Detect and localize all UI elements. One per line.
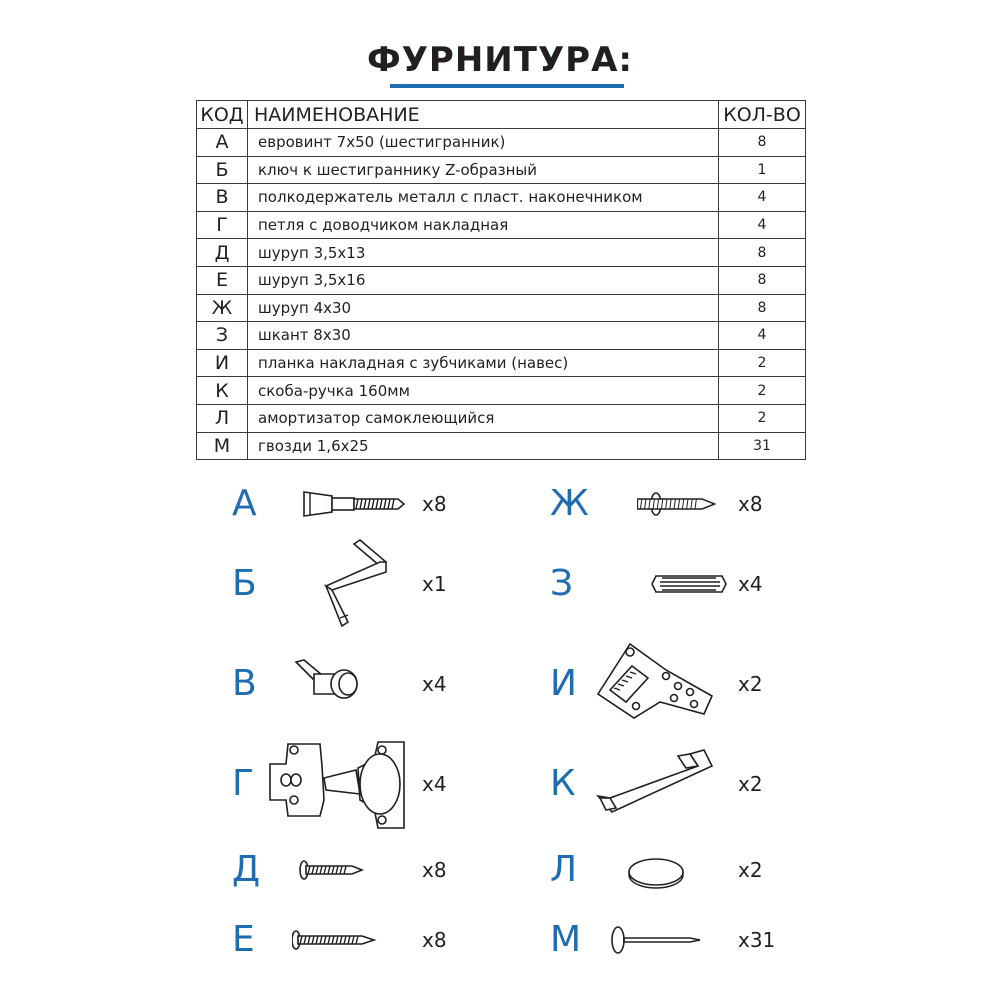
row-qty: 1 [719,156,806,184]
row-name: полкодержатель металл с пласт. наконечником [248,184,719,212]
part-count: x31 [738,928,776,952]
part-count: x2 [738,858,763,882]
table-row [197,349,806,377]
header-name: НАИМЕНОВАНИЕ [248,101,719,129]
row-name: шуруп 3,5х13 [248,239,719,267]
row-code: Б [197,156,248,184]
hanging-plate-icon [594,640,724,724]
hardware-table [196,100,806,460]
part-count: x8 [422,928,447,952]
row-qty: 31 [719,432,806,460]
part-letter: И [550,663,577,704]
part-count: x8 [422,492,447,516]
row-name: шкант 8х30 [248,322,719,350]
row-qty: 2 [719,404,806,432]
eurobolt-icon [292,474,442,534]
row-name: шуруп 4х30 [248,294,719,322]
row-qty: 2 [719,349,806,377]
header-qty: КОЛ-ВО [719,101,806,129]
row-name: шуруп 3,5х16 [248,266,719,294]
row-qty: 8 [719,266,806,294]
part-count: x2 [738,672,763,696]
table-row [197,404,806,432]
row-name: скоба-ручка 160мм [248,377,719,405]
row-qty: 8 [719,129,806,157]
screw-medium-icon [292,910,442,970]
part-letter: К [550,763,576,804]
screw-long-icon [610,474,740,534]
handle-icon [594,746,724,816]
row-code: Е [197,266,248,294]
bumper-icon [610,840,740,900]
part-count: x2 [738,772,763,796]
table-row [197,184,806,212]
row-qty: 8 [719,294,806,322]
part-count: x4 [422,672,447,696]
row-code: М [197,432,248,460]
shelf-support-icon [292,654,442,714]
table-row [197,377,806,405]
part-count: x4 [422,772,447,796]
part-letter: А [232,483,257,524]
row-code: Д [197,239,248,267]
table-row [197,156,806,184]
page-title: ФУРНИТУРА: [367,40,633,80]
part-letter: Д [232,849,261,890]
part-letter: В [232,663,257,704]
table-header-row [197,101,806,129]
part-count: x8 [738,492,763,516]
table-row [197,322,806,350]
hinge-icon [268,740,418,830]
row-code: А [197,129,248,157]
row-code: К [197,377,248,405]
table-row [197,294,806,322]
row-qty: 4 [719,322,806,350]
table-row [197,432,806,460]
row-code: В [197,184,248,212]
part-letter: Г [232,763,254,804]
part-count: x4 [738,572,763,596]
table-row [197,266,806,294]
row-name: евровинт 7х50 (шестигранник) [248,129,719,157]
row-code: З [197,322,248,350]
hex-key-icon [292,532,442,632]
part-letter: Л [550,849,578,890]
row-name: амортизатор самоклеющийся [248,404,719,432]
dowel-icon [610,554,740,614]
part-letter: Б [232,563,257,604]
row-name: гвозди 1,6х25 [248,432,719,460]
row-code: Г [197,211,248,239]
part-letter: Е [232,919,255,960]
row-name: ключ к шестиграннику Z-образный [248,156,719,184]
part-count: x1 [422,572,447,596]
row-code: Л [197,404,248,432]
part-letter: Ж [550,483,589,524]
table-row [197,211,806,239]
row-qty: 8 [719,239,806,267]
part-letter: М [550,919,582,960]
header-code: КОД [197,101,248,129]
part-count: x8 [422,858,447,882]
row-name: петля с доводчиком накладная [248,211,719,239]
table-row [197,129,806,157]
row-code: Ж [197,294,248,322]
row-qty: 4 [719,184,806,212]
part-letter: З [550,563,574,604]
row-code: И [197,349,248,377]
row-name: планка накладная с зубчиками (навес) [248,349,719,377]
row-qty: 2 [719,377,806,405]
title-underline [390,84,624,88]
screw-short-icon [292,840,442,900]
row-qty: 4 [719,211,806,239]
table-row [197,239,806,267]
